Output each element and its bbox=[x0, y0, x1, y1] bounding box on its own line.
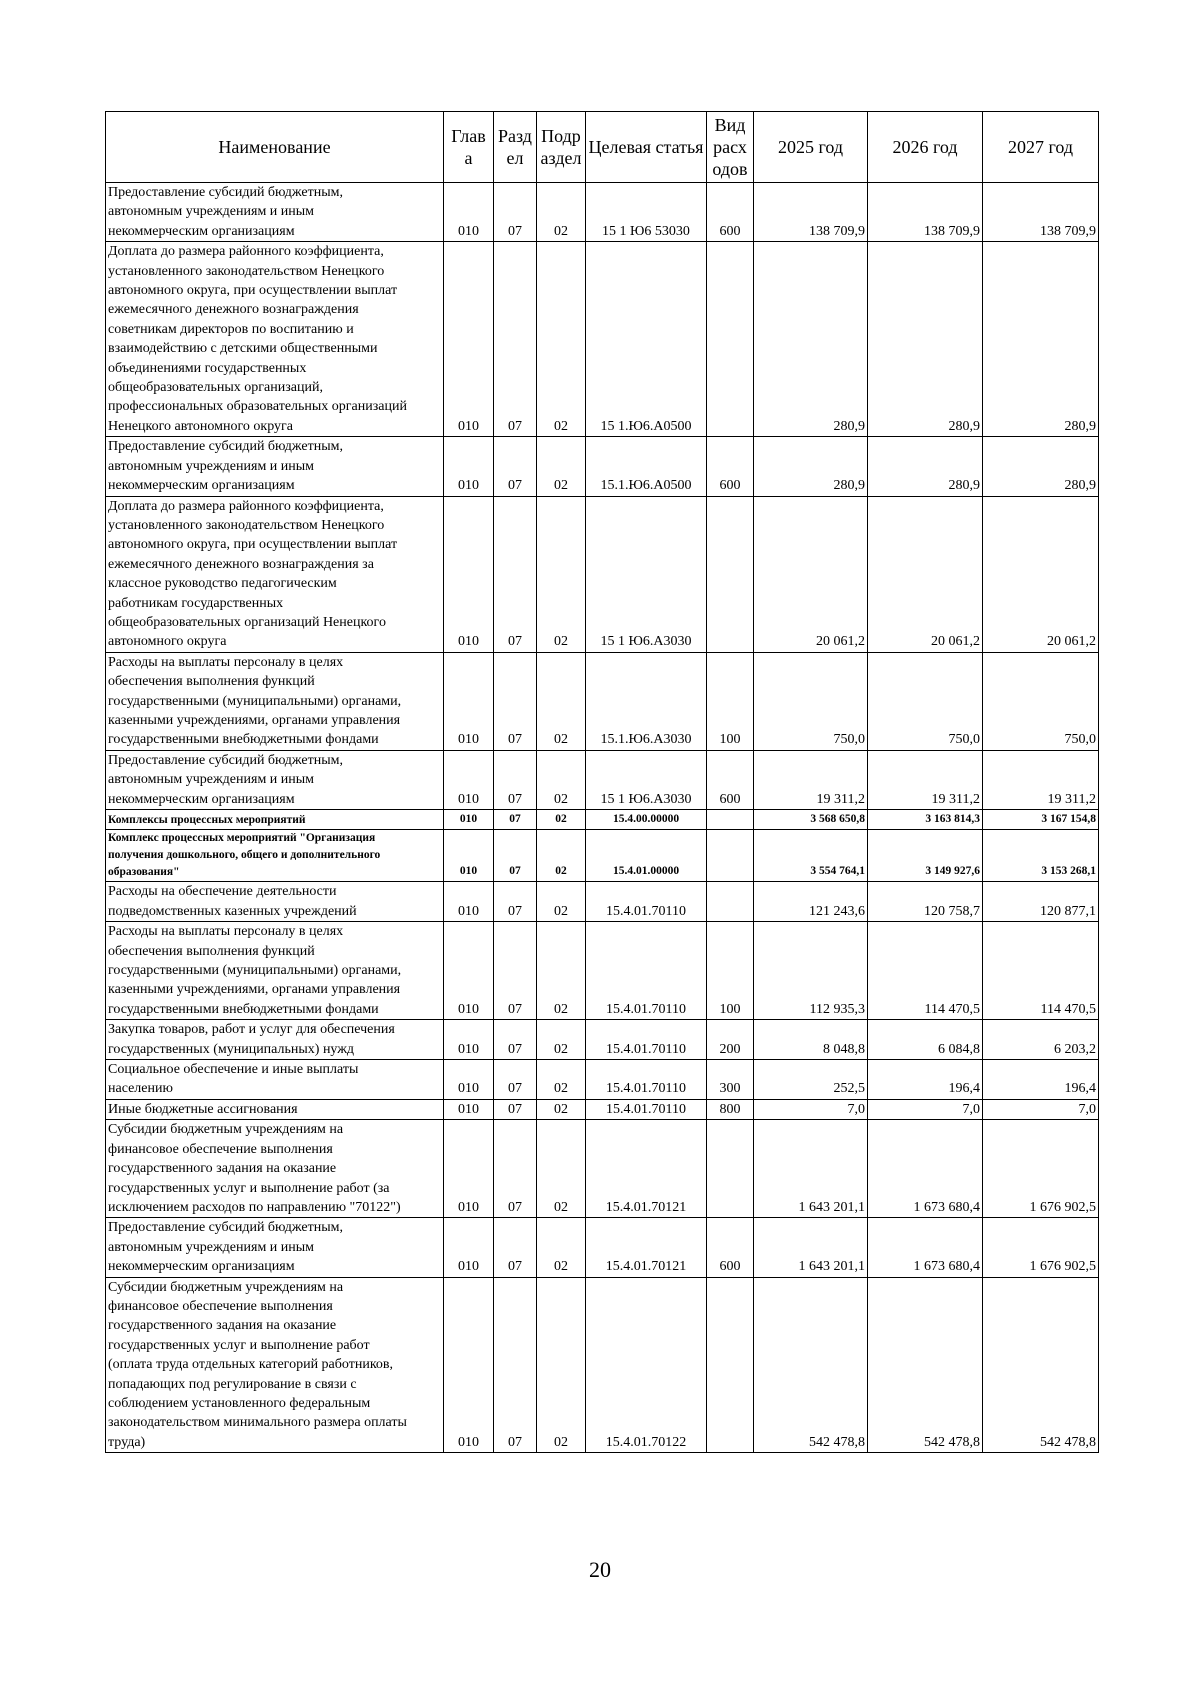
cell-target-article: 15.1.Ю6.А3030 bbox=[586, 652, 707, 750]
cell-podrazdel: 02 bbox=[537, 437, 586, 496]
cell-amount-2026: 19 311,2 bbox=[868, 750, 983, 809]
cell-amount-2026: 20 061,2 bbox=[868, 496, 983, 652]
cell-amount-2027: 196,4 bbox=[983, 1060, 1099, 1100]
cell-target-article: 15.4.01.70121 bbox=[586, 1120, 707, 1218]
cell-glava: 010 bbox=[444, 496, 494, 652]
cell-glava: 010 bbox=[444, 882, 494, 922]
cell-amount-2025: 19 311,2 bbox=[754, 750, 868, 809]
cell-amount-2025: 7,0 bbox=[754, 1099, 868, 1119]
cell-razdel: 07 bbox=[494, 1120, 537, 1218]
cell-target-article: 15.4.01.70110 bbox=[586, 1060, 707, 1100]
cell-glava: 010 bbox=[444, 242, 494, 437]
cell-expense-type: 100 bbox=[707, 922, 754, 1020]
table-row bbox=[106, 1020, 1099, 1060]
cell-razdel: 07 bbox=[494, 882, 537, 922]
cell-expense-type bbox=[707, 1120, 754, 1218]
page-number: 20 bbox=[589, 1557, 611, 1582]
cell-glava: 010 bbox=[444, 437, 494, 496]
cell-amount-2027: 280,9 bbox=[983, 242, 1099, 437]
cell-target-article: 15.4.01.70110 bbox=[586, 1099, 707, 1119]
cell-razdel: 07 bbox=[494, 496, 537, 652]
cell-podrazdel: 02 bbox=[537, 1020, 586, 1060]
cell-amount-2025: 8 048,8 bbox=[754, 1020, 868, 1060]
cell-amount-2025: 20 061,2 bbox=[754, 496, 868, 652]
table-row bbox=[106, 830, 1099, 882]
table-row bbox=[106, 242, 1099, 437]
row-name: Закупка товаров, работ и услуг для обеспечения государственных (муниципальных) нужд bbox=[106, 1020, 444, 1060]
cell-target-article: 15 1.Ю6.А0500 bbox=[586, 242, 707, 437]
table-row bbox=[106, 1120, 1099, 1218]
cell-amount-2027: 280,9 bbox=[983, 437, 1099, 496]
cell-amount-2027: 7,0 bbox=[983, 1099, 1099, 1119]
cell-target-article: 15.1.Ю6.А0500 bbox=[586, 437, 707, 496]
cell-amount-2026: 138 709,9 bbox=[868, 183, 983, 242]
cell-podrazdel: 02 bbox=[537, 830, 586, 882]
cell-expense-type bbox=[707, 882, 754, 922]
cell-target-article: 15.4.01.00000 bbox=[586, 830, 707, 882]
cell-razdel: 07 bbox=[494, 810, 537, 830]
row-name: Расходы на обеспечение деятельности подведомственных казенных учреждений bbox=[106, 882, 444, 922]
cell-podrazdel: 02 bbox=[537, 882, 586, 922]
cell-amount-2027: 20 061,2 bbox=[983, 496, 1099, 652]
cell-razdel: 07 bbox=[494, 922, 537, 1020]
cell-razdel: 07 bbox=[494, 437, 537, 496]
cell-amount-2027: 3 153 268,1 bbox=[983, 830, 1099, 882]
table-header bbox=[106, 112, 1099, 183]
cell-target-article: 15 1 Ю6.А3030 bbox=[586, 750, 707, 809]
cell-razdel: 07 bbox=[494, 1277, 537, 1453]
row-name: Доплата до размера районного коэффициента, установленного законодательством Ненецкого автономного округа, при осуществлении выплат ежемесячного денежного вознаграждения за классное руководство педагогическим работникам государственных общеобразовательных организаций Ненецкого автономного округа bbox=[106, 496, 444, 652]
cell-razdel: 07 bbox=[494, 1020, 537, 1060]
cell-expense-type: 600 bbox=[707, 437, 754, 496]
cell-podrazdel: 02 bbox=[537, 1099, 586, 1119]
cell-amount-2025: 3 554 764,1 bbox=[754, 830, 868, 882]
cell-glava: 010 bbox=[444, 1020, 494, 1060]
table-row bbox=[106, 1277, 1099, 1453]
header-glava: Глав а bbox=[444, 112, 494, 183]
table-row bbox=[106, 496, 1099, 652]
row-name: Доплата до размера районного коэффициента, установленного законодательством Ненецкого автономного округа, при осуществлении выплат ежемесячного денежного вознаграждения советникам директоров по воспитанию и взаимодействию с детскими общественными объединениями государственных общеобразовательных организаций, профессиональных образовательных организаций Ненецкого автономного округа bbox=[106, 242, 444, 437]
cell-amount-2025: 138 709,9 bbox=[754, 183, 868, 242]
cell-target-article: 15.4.01.70121 bbox=[586, 1218, 707, 1277]
cell-amount-2027: 3 167 154,8 bbox=[983, 810, 1099, 830]
cell-glava: 010 bbox=[444, 810, 494, 830]
cell-amount-2026: 3 149 927,6 bbox=[868, 830, 983, 882]
cell-amount-2026: 114 470,5 bbox=[868, 922, 983, 1020]
cell-expense-type: 600 bbox=[707, 750, 754, 809]
header-year-2027: 2027 год bbox=[983, 112, 1099, 183]
cell-podrazdel: 02 bbox=[537, 810, 586, 830]
cell-glava: 010 bbox=[444, 922, 494, 1020]
table-row bbox=[106, 1099, 1099, 1119]
cell-expense-type: 800 bbox=[707, 1099, 754, 1119]
cell-glava: 010 bbox=[444, 652, 494, 750]
table-row bbox=[106, 183, 1099, 242]
cell-podrazdel: 02 bbox=[537, 750, 586, 809]
cell-target-article: 15 1 Ю6 53030 bbox=[586, 183, 707, 242]
cell-amount-2025: 121 243,6 bbox=[754, 882, 868, 922]
row-name: Комплекс процессных мероприятий "Организация получения дошкольного, общего и дополнительного образования" bbox=[106, 830, 444, 882]
cell-razdel: 07 bbox=[494, 183, 537, 242]
row-name: Субсидии бюджетным учреждениям на финансовое обеспечение выполнения государственного задания на оказание государственных услуг и выполнение работ (за исключением расходов по направлению "70122") bbox=[106, 1120, 444, 1218]
cell-glava: 010 bbox=[444, 1060, 494, 1100]
cell-razdel: 07 bbox=[494, 1099, 537, 1119]
cell-amount-2025: 542 478,8 bbox=[754, 1277, 868, 1453]
row-name: Расходы на выплаты персоналу в целях обеспечения выполнения функций государственными (муниципальными) органами, казенными учреждениями, органами управления государственными внебюджетными фондами bbox=[106, 922, 444, 1020]
row-name: Расходы на выплаты персоналу в целях обеспечения выполнения функций государственными (муниципальными) органами, казенными учреждениями, органами управления государственными внебюджетными фондами bbox=[106, 652, 444, 750]
cell-podrazdel: 02 bbox=[537, 242, 586, 437]
cell-glava: 010 bbox=[444, 183, 494, 242]
cell-podrazdel: 02 bbox=[537, 183, 586, 242]
cell-target-article: 15.4.00.00000 bbox=[586, 810, 707, 830]
cell-podrazdel: 02 bbox=[537, 1060, 586, 1100]
row-name: Социальное обеспечение и иные выплаты населению bbox=[106, 1060, 444, 1100]
table-row bbox=[106, 922, 1099, 1020]
cell-amount-2025: 280,9 bbox=[754, 437, 868, 496]
cell-podrazdel: 02 bbox=[537, 922, 586, 1020]
cell-amount-2026: 6 084,8 bbox=[868, 1020, 983, 1060]
cell-amount-2026: 1 673 680,4 bbox=[868, 1218, 983, 1277]
header-target-article: Целевая статья bbox=[586, 112, 707, 183]
cell-podrazdel: 02 bbox=[537, 1120, 586, 1218]
cell-amount-2025: 112 935,3 bbox=[754, 922, 868, 1020]
cell-amount-2026: 7,0 bbox=[868, 1099, 983, 1119]
cell-amount-2025: 3 568 650,8 bbox=[754, 810, 868, 830]
cell-amount-2026: 542 478,8 bbox=[868, 1277, 983, 1453]
cell-expense-type bbox=[707, 830, 754, 882]
row-name: Предоставление субсидий бюджетным, автономным учреждениям и иным некоммерческим организациям bbox=[106, 1218, 444, 1277]
cell-glava: 010 bbox=[444, 1120, 494, 1218]
cell-amount-2026: 196,4 bbox=[868, 1060, 983, 1100]
cell-glava: 010 bbox=[444, 1099, 494, 1119]
cell-expense-type bbox=[707, 810, 754, 830]
row-name: Комплексы процессных мероприятий bbox=[106, 810, 444, 830]
cell-expense-type bbox=[707, 496, 754, 652]
cell-podrazdel: 02 bbox=[537, 496, 586, 652]
table-row bbox=[106, 1060, 1099, 1100]
cell-target-article: 15 1 Ю6.А3030 bbox=[586, 496, 707, 652]
cell-amount-2025: 280,9 bbox=[754, 242, 868, 437]
cell-amount-2026: 1 673 680,4 bbox=[868, 1120, 983, 1218]
cell-amount-2025: 1 643 201,1 bbox=[754, 1218, 868, 1277]
table-row bbox=[106, 437, 1099, 496]
header-year-2025: 2025 год bbox=[754, 112, 868, 183]
budget-table bbox=[105, 111, 1099, 1453]
cell-amount-2026: 280,9 bbox=[868, 242, 983, 437]
cell-podrazdel: 02 bbox=[537, 1277, 586, 1453]
table-row bbox=[106, 882, 1099, 922]
cell-podrazdel: 02 bbox=[537, 1218, 586, 1277]
cell-amount-2027: 138 709,9 bbox=[983, 183, 1099, 242]
cell-expense-type: 100 bbox=[707, 652, 754, 750]
row-name: Иные бюджетные ассигнования bbox=[106, 1099, 444, 1119]
table-row bbox=[106, 810, 1099, 830]
cell-expense-type: 600 bbox=[707, 1218, 754, 1277]
cell-target-article: 15.4.01.70110 bbox=[586, 1020, 707, 1060]
cell-expense-type bbox=[707, 1277, 754, 1453]
cell-amount-2027: 120 877,1 bbox=[983, 882, 1099, 922]
cell-glava: 010 bbox=[444, 830, 494, 882]
cell-amount-2025: 750,0 bbox=[754, 652, 868, 750]
table-row bbox=[106, 1218, 1099, 1277]
cell-amount-2026: 3 163 814,3 bbox=[868, 810, 983, 830]
cell-expense-type bbox=[707, 242, 754, 437]
header-expense-type: Вид расх одов bbox=[707, 112, 754, 183]
cell-razdel: 07 bbox=[494, 1218, 537, 1277]
header-year-2026: 2026 год bbox=[868, 112, 983, 183]
table-row bbox=[106, 652, 1099, 750]
row-name: Предоставление субсидий бюджетным, автономным учреждениям и иным некоммерческим организациям bbox=[106, 183, 444, 242]
cell-amount-2027: 1 676 902,5 bbox=[983, 1120, 1099, 1218]
cell-expense-type: 300 bbox=[707, 1060, 754, 1100]
cell-expense-type: 200 bbox=[707, 1020, 754, 1060]
header-name: Наименование bbox=[106, 112, 444, 183]
cell-razdel: 07 bbox=[494, 652, 537, 750]
cell-amount-2025: 252,5 bbox=[754, 1060, 868, 1100]
row-name: Предоставление субсидий бюджетным, автономным учреждениям и иным некоммерческим организациям bbox=[106, 437, 444, 496]
cell-amount-2026: 120 758,7 bbox=[868, 882, 983, 922]
cell-amount-2026: 280,9 bbox=[868, 437, 983, 496]
header-razdel: Разд ел bbox=[494, 112, 537, 183]
cell-target-article: 15.4.01.70110 bbox=[586, 882, 707, 922]
cell-amount-2027: 1 676 902,5 bbox=[983, 1218, 1099, 1277]
table-body bbox=[106, 183, 1099, 1453]
cell-razdel: 07 bbox=[494, 1060, 537, 1100]
cell-amount-2027: 114 470,5 bbox=[983, 922, 1099, 1020]
cell-target-article: 15.4.01.70110 bbox=[586, 922, 707, 1020]
row-name: Предоставление субсидий бюджетным, автономным учреждениям и иным некоммерческим организациям bbox=[106, 750, 444, 809]
cell-amount-2027: 19 311,2 bbox=[983, 750, 1099, 809]
cell-amount-2025: 1 643 201,1 bbox=[754, 1120, 868, 1218]
cell-glava: 010 bbox=[444, 1218, 494, 1277]
cell-target-article: 15.4.01.70122 bbox=[586, 1277, 707, 1453]
cell-amount-2027: 750,0 bbox=[983, 652, 1099, 750]
header-podrazdel: Подр аздел bbox=[537, 112, 586, 183]
cell-razdel: 07 bbox=[494, 830, 537, 882]
cell-podrazdel: 02 bbox=[537, 652, 586, 750]
cell-amount-2027: 6 203,2 bbox=[983, 1020, 1099, 1060]
cell-amount-2026: 750,0 bbox=[868, 652, 983, 750]
cell-expense-type: 600 bbox=[707, 183, 754, 242]
cell-razdel: 07 bbox=[494, 750, 537, 809]
cell-glava: 010 bbox=[444, 1277, 494, 1453]
table-row bbox=[106, 750, 1099, 809]
row-name: Субсидии бюджетным учреждениям на финансовое обеспечение выполнения государственного задания на оказание государственных услуг и выполнение работ (оплата труда отдельных категорий работников, попадающих под регулирование в связи с соблюдением установленного федеральным законодательством минимального размера оплаты труда) bbox=[106, 1277, 444, 1453]
cell-razdel: 07 bbox=[494, 242, 537, 437]
cell-amount-2027: 542 478,8 bbox=[983, 1277, 1099, 1453]
cell-glava: 010 bbox=[444, 750, 494, 809]
